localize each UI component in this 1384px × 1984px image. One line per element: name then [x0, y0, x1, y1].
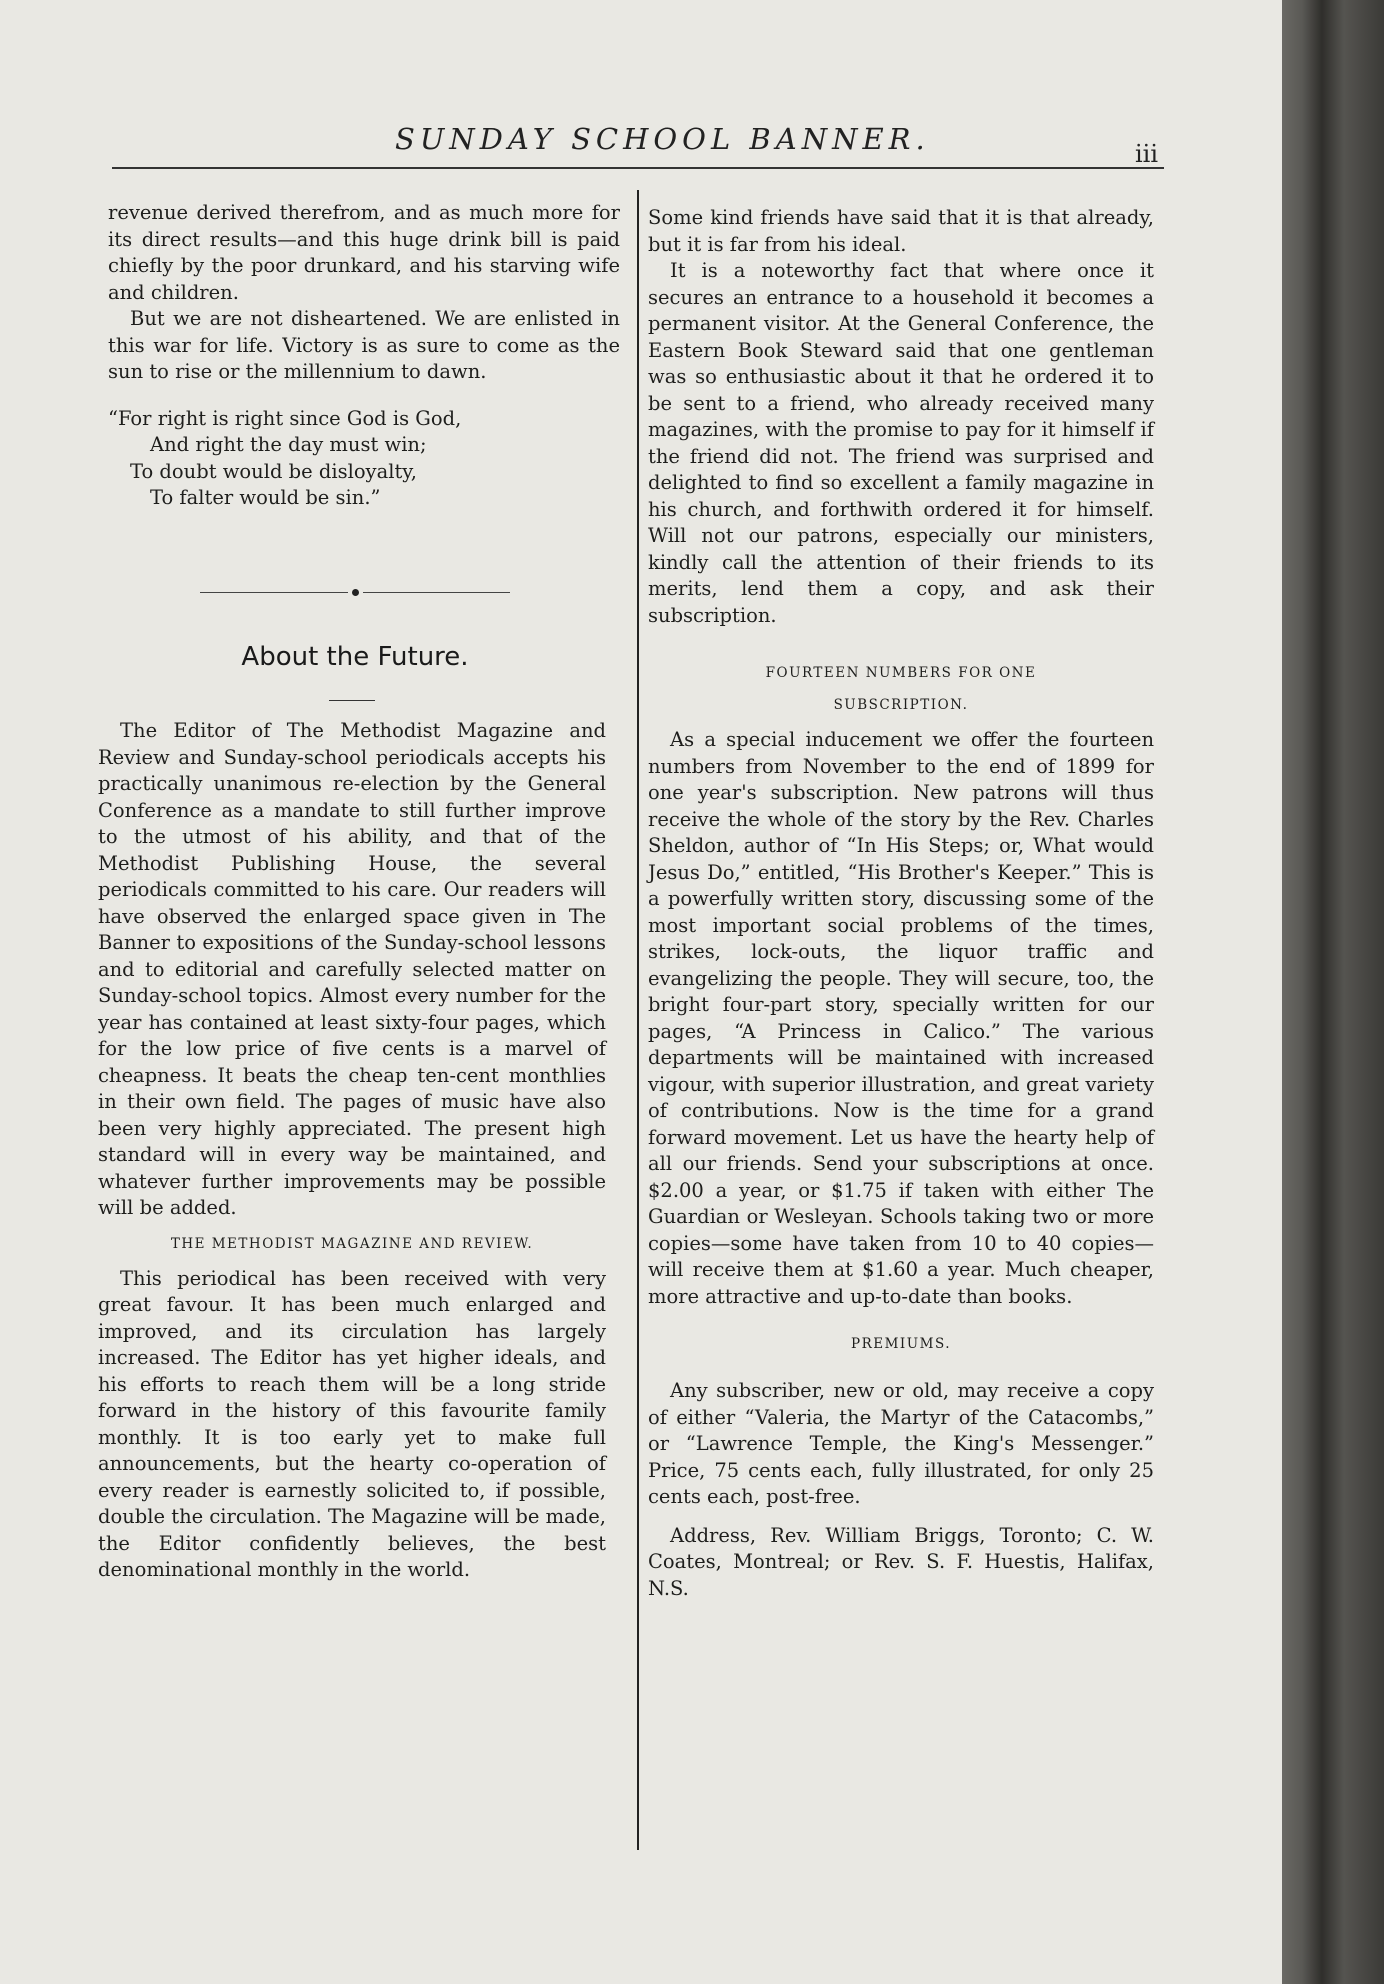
- poem-line: To falter would be sin.”: [150, 486, 381, 509]
- book-page-edge: [1282, 0, 1384, 1984]
- subscription-subhead: SUBSCRIPTION.: [833, 697, 969, 713]
- premiums-paragraph: Any subscriber, new or old, may receive a copy of either “Valeria, the Martyr of the Catacombs,” or “Lawrence Temple, the King's Messenger.” Price, 75 cents each, fully illustrated, for only 25 cents each, post-free.: [648, 1379, 1154, 1508]
- poem-line: “For right is right since God is God,: [108, 406, 462, 430]
- fourteen-numbers-subhead: FOURTEEN NUMBERS FOR ONE: [765, 665, 1037, 681]
- header-rule: [112, 167, 1164, 169]
- right-column: [648, 205, 1154, 1602]
- poem-line: To doubt would be disloyalty,: [130, 459, 417, 483]
- section-title: About the Future.: [241, 642, 469, 672]
- hope-paragraph: But we are not disheartened. We are enlisted in this war for life. Victory is as sure to come as the sun to rise or the millennium to dawn.: [108, 307, 620, 383]
- noteworthy-paragraph: It is a noteworthy fact that where once it secures an entrance to a household it becomes a permanent visitor. At the General Conference, the Eastern Book Steward said that one gentleman was so enthusiastic about it that he ordered it to be sent to a friend, who already received many magazines, with the promise to pay for it himself if the friend did not. The friend was surprised and delighted to find so excellent a family magazine in his church, and forthwith ordered it for himself. Will not our patrons, especially our ministers, kindly call the attention of their friends to its merits, lend them a copy, and ask their subscription.: [648, 259, 1154, 627]
- section-ornament: [200, 585, 510, 599]
- title-rule: [329, 700, 375, 701]
- left-column-top: [108, 200, 620, 512]
- inducement-paragraph: As a special inducement we offer the fourteen numbers from November to the end of 1899 for one year's subscription. New patrons will thus receive the whole of the story by the Rev. Charles Sheldon, author of “In His Steps; or, What would Jesus Do,” entitled, “His Brother's Keeper.” This is a powerfully written story, discussing some of the most important social problems of the times, strikes, lock-outs, the liquor traffic and evangelizing the people. They will secure, too, the bright four-part story, specially written for our pages, “A Princess in Calico.” The various departments will be maintained with increased vigour, with superior illustration, and great variety of contributions. Now is the time for a grand forward movement. Let us have the hearty help of all our friends. Send your subscriptions at once. $2.00 a year, or $1.75 if taken with either The Guardian or Wesleyan. Schools taking two or more copies—some have taken from 10 to 40 copies—will receive them at $1.60 a year. Much cheaper, more attractive and up-to-date than books.: [648, 728, 1154, 1308]
- page-number: iii: [1135, 140, 1159, 168]
- running-header: SUNDAY SCHOOL BANNER.: [395, 122, 930, 156]
- future-paragraph: The Editor of The Methodist Magazine and Review and Sunday-school periodicals accepts his practically unanimous re-election by the General Conference as a mandate to still further improve to the utmost of his ability, and that of the Methodist Publishing House, the several periodicals committed to his care. Our readers will have observed the enlarged space given in The Banner to expositions of the Sunday-school lessons and to editorial and carefully selected matter on Sunday-school topics. Almost every number for the year has contained at least sixty-four pages, which for the low price of five cents is a marvel of cheapness. It beats the cheap ten-cent monthlies in their own field. The pages of music have also been very highly appreciated. The present high standard will in every way be maintained, and whatever further improvements may be possible will be added.: [98, 719, 606, 1219]
- left-column-bottom: [98, 718, 606, 1584]
- column-divider: [637, 190, 639, 1850]
- magazine-subhead: THE METHODIST MAGAZINE AND REVIEW.: [170, 1235, 534, 1252]
- poem: [108, 406, 620, 512]
- magazine-paragraph: This periodical has been received with very great favour. It has been much enlarged and improved, and its circulation has largely increased. The Editor has yet higher ideals, and his efforts to reach them will be a long stride forward in the history of this favourite family monthly. It is too early yet to make full announcements, but the hearty co-operation of every reader is earnestly solicited to, if possible, double the circulation. The Magazine will be made, the Editor confidently believes, the best denominational monthly in the world.: [98, 1266, 606, 1581]
- address-paragraph: Address, Rev. William Briggs, Toronto; C. W. Coates, Montreal; or Rev. S. F. Huestis, Halifax, N.S.: [648, 1523, 1154, 1600]
- intro-paragraph: revenue derived therefrom, and as much more for its direct results—and this huge drink bill is paid chiefly by the poor drunkard, and his starving wife and children.: [108, 201, 620, 304]
- premiums-subhead: PREMIUMS.: [850, 1336, 952, 1352]
- poem-line: And right the day must win;: [150, 433, 427, 456]
- kind-friends-paragraph: Some kind friends have said that it is that already, but it is far from his ideal.: [648, 206, 1154, 256]
